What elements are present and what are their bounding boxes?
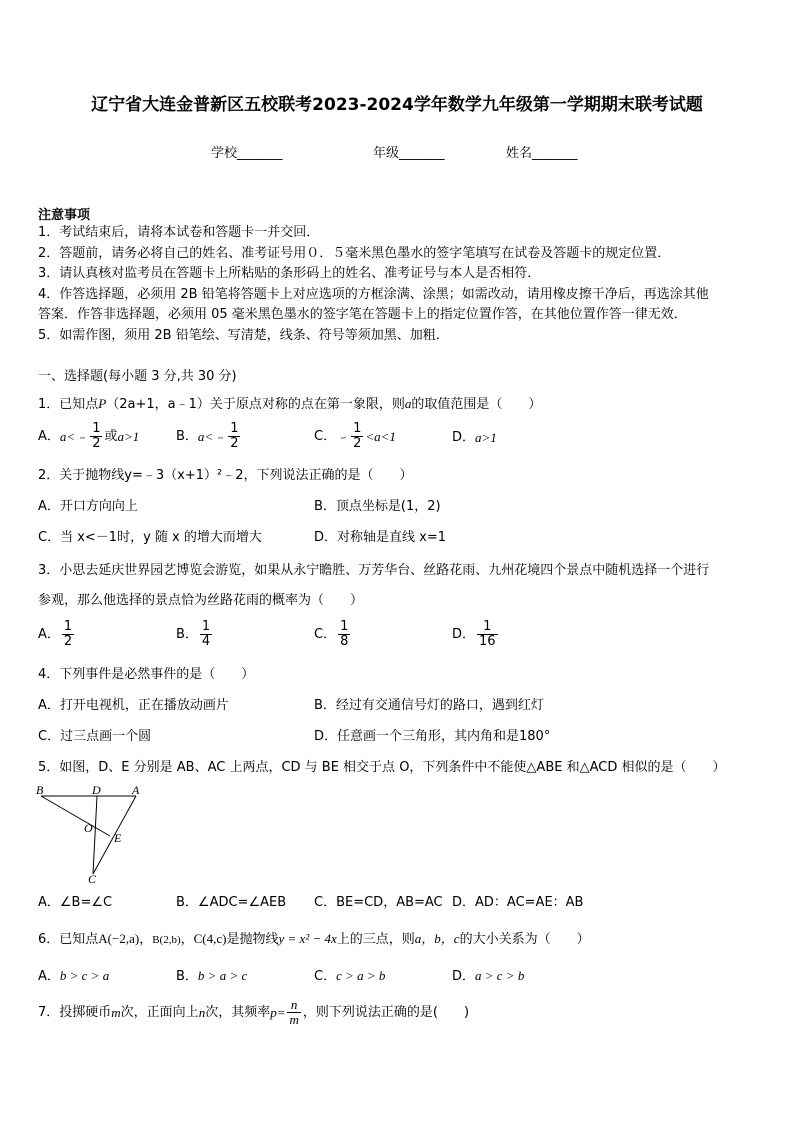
q1-option-d[interactable]: D． a>1 bbox=[452, 430, 497, 445]
q3-option-a[interactable]: A． $\frac{1}{2}$ bbox=[38, 619, 73, 649]
q3-option-c[interactable]: C． $\frac{1}{8}$ bbox=[314, 619, 349, 649]
question-6-stem: 6．已知点A(−2,a)，B(2,b)，C(4,c)是抛物线y = x² − 4x上的三点，则a，b，c的大小关系为（ ） bbox=[38, 931, 590, 947]
label-c: C bbox=[88, 872, 97, 884]
label-e: E bbox=[114, 831, 122, 845]
page-title: 辽宁省大连金普新区五校联考2023-2024学年数学九年级第一学期期末联考试题 bbox=[91, 95, 703, 115]
q1-option-a[interactable]: A． a<﹣ $\frac{1}{2}$ 或 a>1 bbox=[38, 421, 140, 451]
triangle-figure bbox=[30, 784, 150, 884]
note-3: 3．请认真核对监考员在答题卡上所粘贴的条形码上的姓名、准考证号与本人是否相符． bbox=[38, 266, 541, 281]
q1-option-b[interactable]: B． a<﹣ $\frac{1}{2}$ bbox=[176, 421, 239, 451]
label-d: D bbox=[92, 784, 101, 797]
question-3-stem-line1: 3．小思去延庆世界园艺博览会游览，如果从永宁瞻胜、万芳华台、丝路花雨、九州花境四个景点中随机选择一个进行 bbox=[38, 563, 710, 578]
q2-option-a[interactable]: A．开口方向向上 bbox=[38, 499, 138, 514]
q6-option-b[interactable]: B．b > a > c bbox=[176, 968, 248, 984]
grade-field: 年级_______ bbox=[373, 146, 445, 161]
note-1: 1．考试结束后，请将本试卷和答题卡一并交回． bbox=[38, 225, 320, 240]
question-7-stem: 7．投掷硬币 m 次，正面向上 n 次，其频率 p= $\frac{n}{m}$ ，则下列说法正确的是( ) bbox=[38, 997, 470, 1027]
q5-option-a[interactable]: A．∠B=∠C bbox=[38, 895, 113, 910]
note-4-cont: 答案．作答非选择题，必须用 05 毫米黑色墨水的签字笔在答题卡上的指定位置作答，在其他位置作答一律无效． bbox=[38, 307, 687, 322]
note-2: 2．答题前，请务必将自己的姓名、准考证号用０．５毫米黑色墨水的签字笔填写在试卷及答题卡的规定位置． bbox=[38, 246, 671, 261]
q4-option-d[interactable]: D．任意画一个三角形，其内角和是180° bbox=[314, 729, 551, 744]
q6-option-a[interactable]: A．b > c > a bbox=[38, 968, 110, 984]
label-o: O bbox=[84, 821, 93, 835]
question-5-stem: 5．如图，D、E 分别是 AB、AC 上两点，CD 与 BE 相交于点 O，下列条件中不能使△ABE 和△ACD 相似的是（ ） bbox=[38, 760, 726, 775]
question-3-stem-line2: 参观，那么他选择的景点恰为丝路花雨的概率为（ ） bbox=[38, 593, 364, 608]
section-heading: 一、选择题(每小题 3 分,共 30 分) bbox=[38, 369, 237, 384]
question-2-stem: 2．关于抛物线y=﹣3（x+1）²﹣2，下列说法正确的是（ ） bbox=[38, 468, 413, 483]
label-a: A bbox=[132, 784, 140, 797]
q5-option-b[interactable]: B．∠ADC=∠AEB bbox=[176, 895, 287, 910]
q3-option-d[interactable]: D． $\frac{1}{16}$ bbox=[452, 619, 496, 649]
segment-dc bbox=[93, 796, 97, 874]
q4-option-b[interactable]: B．经过有交通信号灯的路口，遇到红灯 bbox=[314, 698, 544, 713]
q3-option-b[interactable]: B． $\frac{1}{4}$ bbox=[176, 619, 211, 649]
q1-option-c[interactable]: C． ﹣ $\frac{1}{2}$ <a<1 bbox=[314, 421, 396, 451]
q2-option-d[interactable]: D．对称轴是直线 x=1 bbox=[314, 530, 446, 545]
q5-option-c[interactable]: C．BE=CD，AB=AC bbox=[314, 895, 443, 910]
q2-option-b[interactable]: B．顶点坐标是(1，2) bbox=[314, 499, 441, 514]
q6-option-d[interactable]: D．a > c > b bbox=[452, 968, 525, 984]
label-b: B bbox=[36, 784, 44, 797]
note-5: 5．如需作图，须用 2B 铅笔绘、写清楚，线条、符号等须加黑、加粗． bbox=[38, 328, 449, 343]
q6-option-c[interactable]: C．c > a > b bbox=[314, 968, 386, 984]
question-4-stem: 4．下列事件是必然事件的是（ ） bbox=[38, 667, 255, 682]
note-4: 4．作答选择题，必须用 2B 铅笔将答题卡上对应选项的方框涂满、涂黑；如需改动，请用橡皮擦干净后，再选涂其他 bbox=[38, 287, 709, 302]
school-field: 学校_______ bbox=[211, 146, 283, 161]
q4-option-a[interactable]: A．打开电视机，正在播放动画片 bbox=[38, 698, 229, 713]
name-field: 姓名_______ bbox=[506, 146, 578, 161]
q4-option-c[interactable]: C．过三点画一个圆 bbox=[38, 729, 152, 744]
segment-be bbox=[41, 796, 110, 836]
notes-heading: 注意事项 bbox=[38, 208, 91, 223]
question-1-stem: 1．已知点P（2a+1，a﹣1）关于原点对称的点在第一象限，则a的取值范围是（ ） bbox=[38, 396, 542, 412]
q2-option-c[interactable]: C．当 x<－1时，y 随 x 的增大而增大 bbox=[38, 530, 262, 545]
q5-option-d[interactable]: D．AD：AC=AE：AB bbox=[452, 895, 584, 910]
